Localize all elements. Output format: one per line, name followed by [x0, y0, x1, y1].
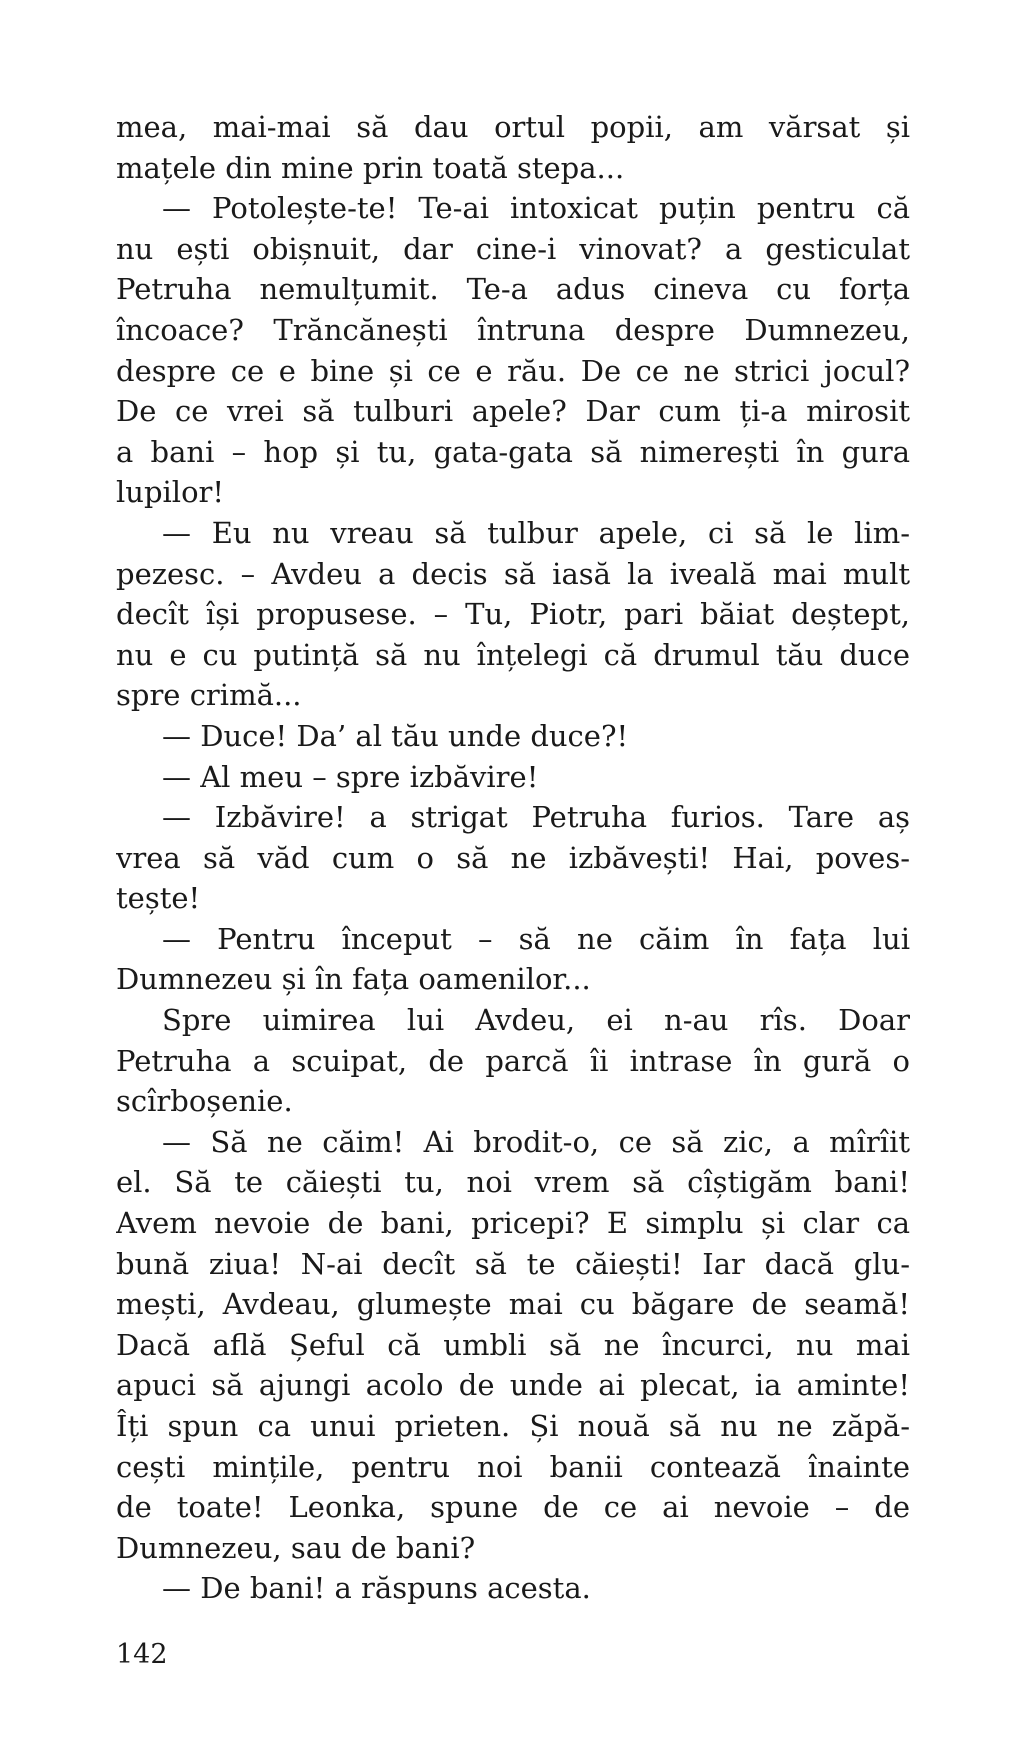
text-line: mațele din mine prin toată stepa...	[116, 150, 625, 185]
body-text	[116, 107, 910, 1609]
text-line: spre crimă...	[116, 678, 302, 713]
text-line: — De bani! a răspuns acesta.	[162, 1571, 591, 1606]
text-line: încoace? Trăncănești întruna despre Dumnezeu,	[116, 312, 910, 347]
text-line: Dumnezeu, sau de bani?	[116, 1530, 476, 1565]
text-line: cești mințile, pentru noi banii contează înainte	[116, 1449, 910, 1484]
page-number: 142	[116, 1639, 168, 1670]
text-line: a bani – hop și tu, gata-gata să nimerești în gura	[116, 434, 910, 469]
text-line: nu ești obișnuit, dar cine-i vinovat? a gesticulat	[116, 231, 910, 266]
text-line: Dacă află Șeful că umbli să ne încurci, nu mai	[116, 1327, 910, 1362]
text-line: — Duce! Da’ al tău unde duce?!	[162, 718, 629, 753]
text-line: tește!	[116, 881, 201, 916]
text-line: nu e cu putință să nu înțelegi că drumul tău duce	[116, 637, 910, 672]
text-line: apuci să ajungi acolo de unde ai plecat, ia aminte!	[116, 1368, 910, 1403]
text-line: decît își propusese. – Tu, Piotr, pari băiat deștept,	[116, 597, 910, 632]
text-line: mea, mai-mai să dau ortul popii, am vărsat și	[116, 110, 910, 144]
text-line: pezesc. – Avdeu a decis să iasă la iveală mai mult	[116, 556, 910, 591]
text-line: Îți spun ca unui prieten. Și nouă să nu ne zăpă-	[116, 1409, 910, 1443]
text-line: vrea să văd cum o să ne izbăvești! Hai, poves-	[116, 840, 910, 875]
text-line: bună ziua! N-ai decît să te căiești! Iar dacă glu-	[116, 1246, 910, 1281]
text-line: Avem nevoie de bani, pricepi? E simplu și clar ca	[116, 1206, 910, 1241]
text-line: scîrboșenie.	[116, 1084, 293, 1119]
text-line: Spre uimirea lui Avdeu, ei n-au rîs. Doar	[162, 1003, 910, 1038]
text-line: lupilor!	[116, 475, 225, 510]
text-line: el. Să te căiești tu, noi vrem să cîștigăm bani!	[116, 1165, 910, 1200]
text-line: Petruha a scuipat, de parcă îi intrase în gură o	[116, 1043, 910, 1078]
text-line: — Izbăvire! a strigat Petruha furios. Tare aș	[162, 800, 910, 835]
text-line: — Pentru început – să ne căim în fața lui	[162, 921, 910, 956]
text-line: — Al meu – spre izbăvire!	[162, 759, 539, 794]
text-line: Dumnezeu și în fața oamenilor...	[116, 962, 591, 997]
text-line: — Eu nu vreau să tulbur apele, ci să le lim-	[162, 515, 910, 550]
text-line: — Potolește-te! Te-ai intoxicat puțin pentru că	[162, 191, 910, 226]
text-line: mești, Avdeau, glumește mai cu băgare de seamă!	[116, 1287, 910, 1322]
text-line: — Să ne căim! Ai brodit-o, ce să zic, a mîrîit	[162, 1124, 910, 1159]
text-line: Petruha nemulțumit. Te-a adus cineva cu forța	[116, 272, 910, 307]
text-line: de toate! Leonka, spune de ce ai nevoie – de	[116, 1490, 910, 1525]
text-line: De ce vrei să tulburi apele? Dar cum ți-a mirosit	[116, 394, 910, 429]
text-line: despre ce e bine și ce e rău. De ce ne strici jocul?	[116, 353, 910, 388]
